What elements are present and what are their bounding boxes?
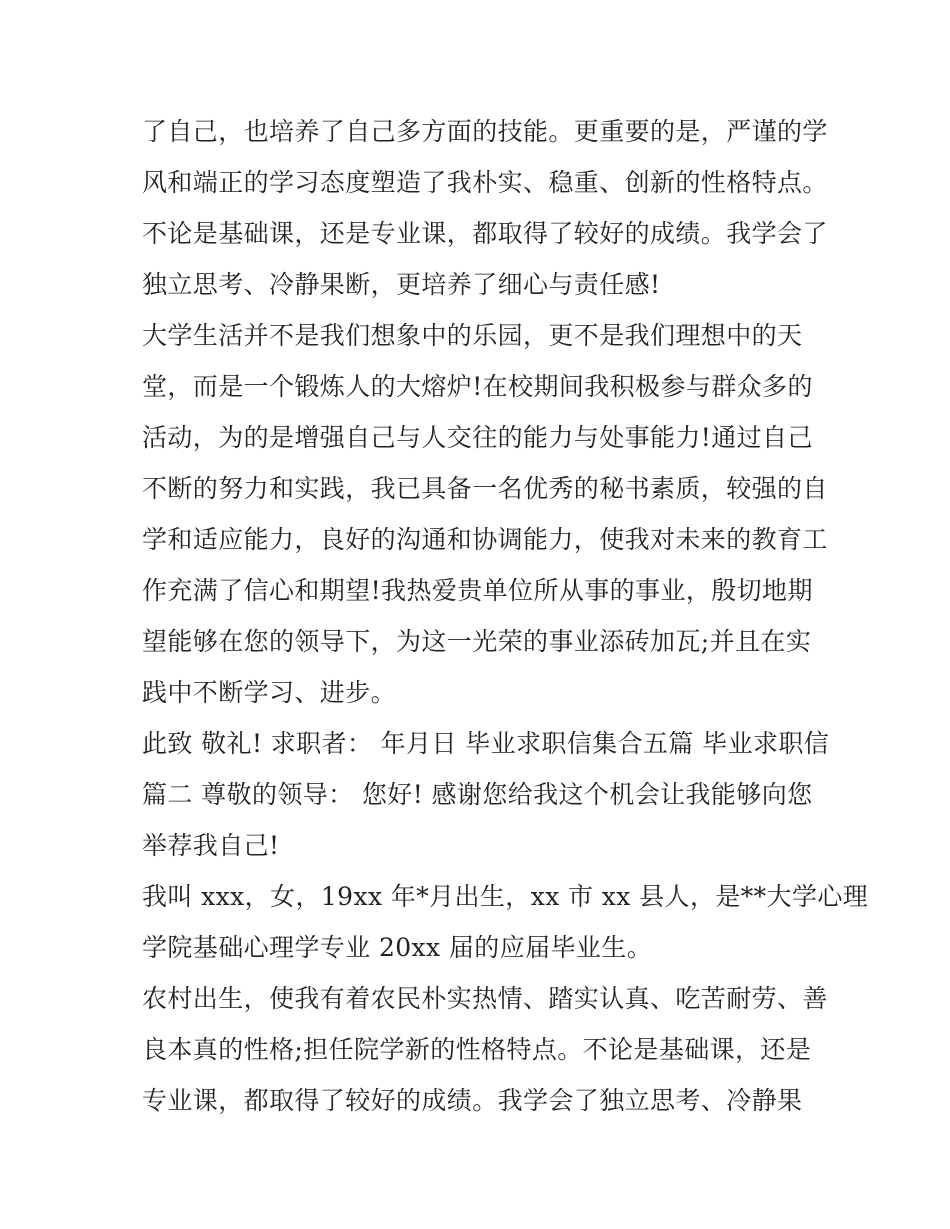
- text-line: 作充满了信心和期望!我热爱贵单位所从事的事业，殷切地期: [142, 576, 813, 605]
- text-line: 大学生活并不是我们想象中的乐园，更不是我们理想中的天: [142, 321, 803, 350]
- paragraph-4: [142, 871, 869, 973]
- document-body: [142, 106, 869, 1126]
- text-line: 独立思考、冷静果断，更培养了细心与责任感!: [142, 270, 661, 299]
- text-line: 不断的努力和实践，我已具备一名优秀的秘书素质，较强的自: [142, 474, 828, 503]
- text-line: 学和适应能力，良好的沟通和协调能力，使我对未来的教育工: [142, 525, 828, 554]
- text-line: 了自己，也培养了自己多方面的技能。更重要的是，严谨的学: [142, 117, 828, 146]
- text-line: 学院基础心理学专业 20xx 届的应届毕业生。: [142, 933, 653, 962]
- text-line: 堂，而是一个锻炼人的大熔炉!在校期间我积极参与群众多的: [142, 372, 813, 401]
- text-line: 活动，为的是增强自己与人交往的能力与处事能力!通过自己: [142, 423, 813, 452]
- paragraph-3: [142, 718, 832, 871]
- text-line: 风和端正的学习态度塑造了我朴实、稳重、创新的性格特点。: [142, 168, 828, 197]
- text-line: 此致 敬礼! 求职者： 年月日 毕业求职信集合五篇 毕业求职信: [142, 729, 830, 758]
- text-line: 不论是基础课，还是专业课，都取得了较好的成绩。我学会了: [142, 219, 828, 248]
- text-line: 良本真的性格;担任院学新的性格特点。不论是基础课，还是: [142, 1035, 812, 1064]
- text-line: 望能够在您的领导下，为这一光荣的事业添砖加瓦;并且在实: [142, 627, 812, 656]
- paragraph-2: [142, 310, 832, 718]
- text-line: 我叫 xxx，女，19xx 年*月出生，xx 市 xx 县人，是**大学心理: [142, 882, 869, 911]
- paragraph-5: [142, 973, 832, 1126]
- text-line: 举荐我自己!: [142, 831, 280, 860]
- paragraph-1: [142, 106, 832, 310]
- text-line: 农村出生，使我有着农民朴实热情、踏实认真、吃苦耐劳、善: [142, 984, 828, 1013]
- text-line: 专业课，都取得了较好的成绩。我学会了独立思考、冷静果: [142, 1086, 803, 1115]
- text-line: 篇二 尊敬的领导： 您好! 感谢您给我这个机会让我能够向您: [142, 780, 813, 809]
- text-line: 践中不断学习、进步。: [142, 678, 397, 707]
